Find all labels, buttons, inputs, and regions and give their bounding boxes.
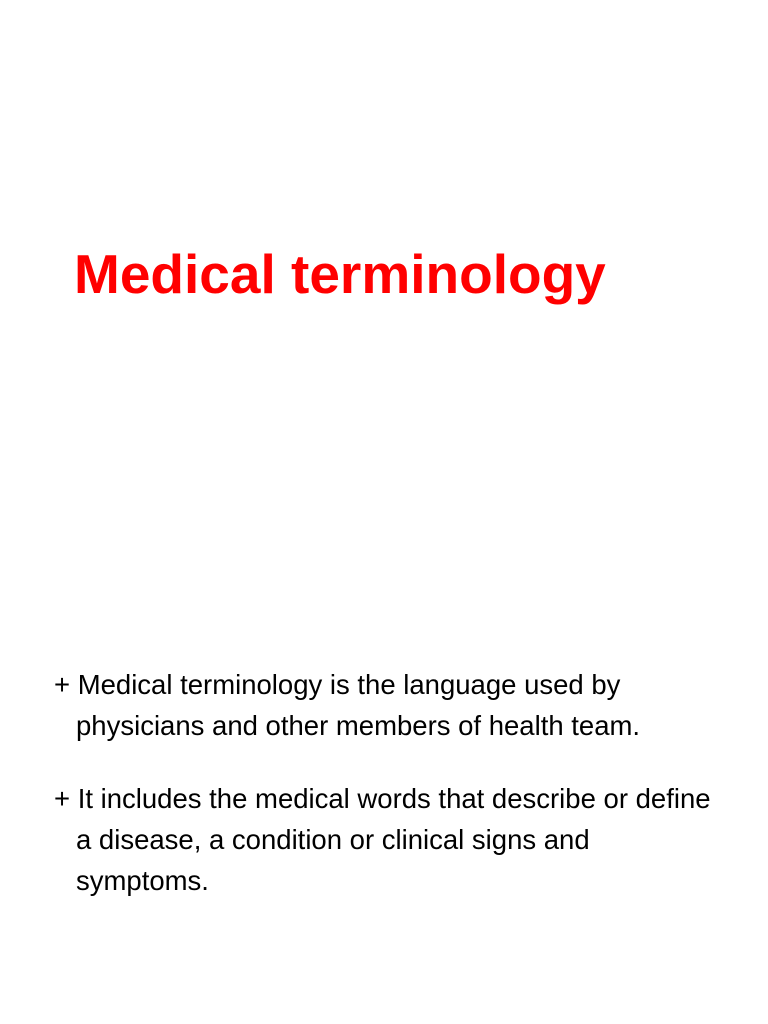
- bullet-marker: +: [54, 669, 71, 700]
- bullet-text: It includes the medical words that describe or define a disease, a condition or clinical signs and symptoms.: [76, 783, 711, 896]
- slide-body: [54, 664, 714, 933]
- slide-title: Medical terminology: [74, 243, 606, 305]
- bullet-item: [54, 664, 714, 746]
- bullet-marker: +: [54, 783, 71, 814]
- bullet-item: [54, 778, 714, 901]
- bullet-text: Medical terminology is the language used by physicians and other members of health team.: [76, 669, 641, 741]
